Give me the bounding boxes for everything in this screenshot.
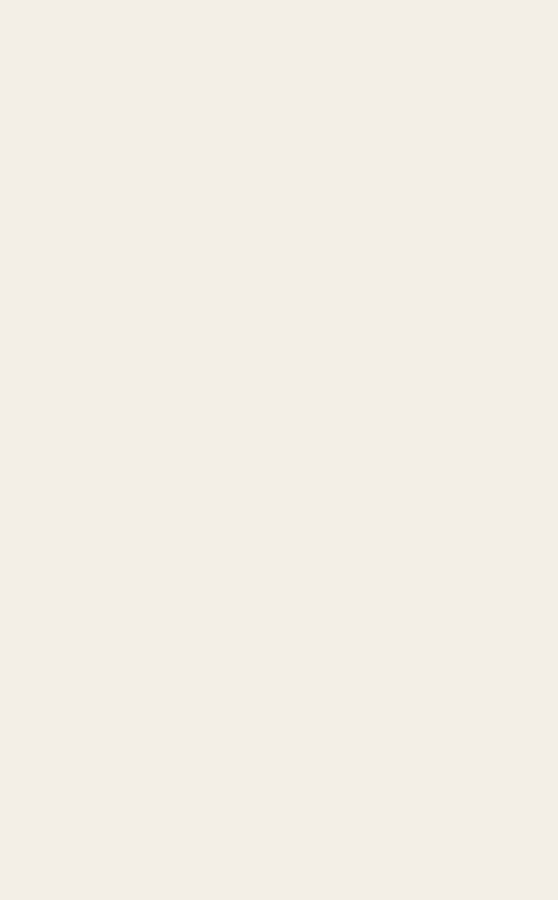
running-header (108, 52, 128, 74)
